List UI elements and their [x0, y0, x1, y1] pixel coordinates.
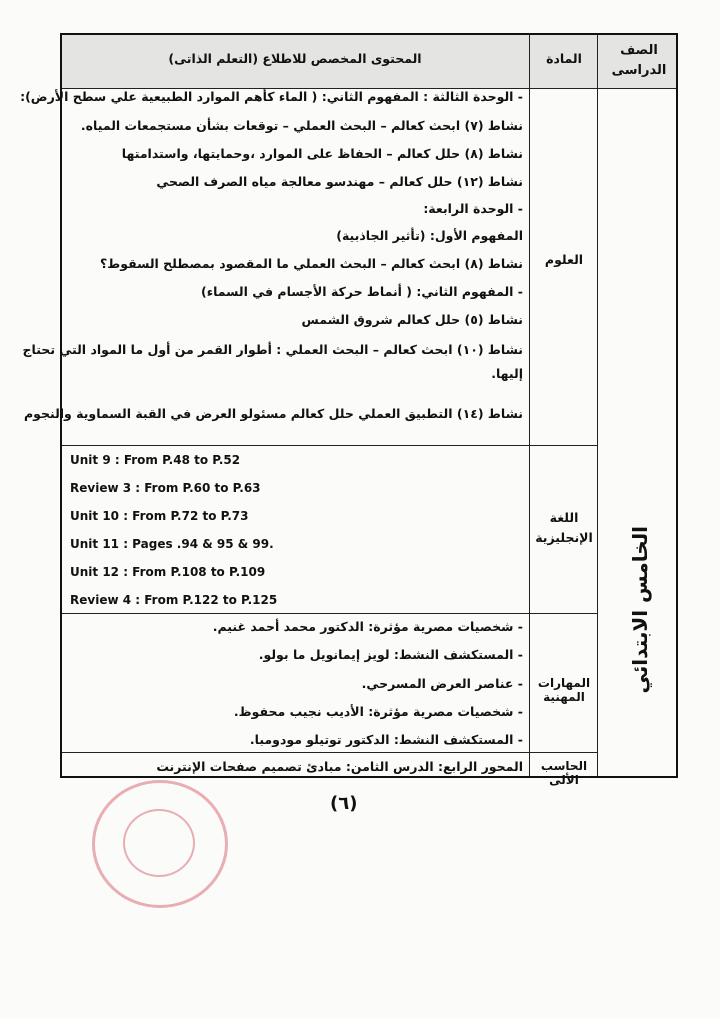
content-line: نشاط (١٠) ابحث كعالم – البحث العملي : أطوار القمر من أول ما المواد التي تحتاج — [22, 342, 523, 357]
curriculum-table — [20, 33, 678, 787]
row-divider — [62, 445, 598, 446]
content-line: - عناصر العرض المسرحي. — [361, 676, 523, 691]
content-line: المحور الرابع: الدرس الثامن: مبادئ تصميم صفحات الإنترنت — [156, 759, 523, 774]
content-line: نشاط (٧) ابحث كعالم – البحث العملي – توقعات بشأن مستجمعات المياه. — [80, 118, 523, 133]
grade-label: الخامس الابتدائي — [628, 526, 652, 694]
column-divider — [597, 35, 598, 776]
header-grade: الصف الدراسى — [611, 43, 667, 78]
content-line: Unit 11 : Pages .94 & 95 & 99. — [70, 537, 274, 551]
content-line: - شخصيات مصرية مؤثرة: الدكتور محمد أحمد غنيم. — [212, 619, 523, 634]
content-line: - الوحدة الثالثة : المفهوم الثاني: ( الماء كأهم الموارد الطبيعية علي سطح الأرض): — [20, 89, 523, 104]
content-line: Review 4 : From P.122 to P.125 — [70, 593, 278, 607]
row-divider — [62, 613, 598, 614]
official-stamp — [92, 780, 228, 908]
header-content: المحتوى المخصص للاطلاع (التعلم الذاتى) — [168, 51, 422, 66]
content-line: - المفهوم الثاني: ( أنماط حركة الأجسام في السماء) — [201, 284, 523, 299]
page-number: (٦) — [330, 793, 358, 814]
content-line: نشاط (١٢) حلل كعالم – مهندسو معالجة مياه الصرف الصحي — [156, 174, 523, 189]
content-line: - المستكشف النشط: لويز إيمانويل ما بولو. — [258, 647, 523, 662]
column-divider — [529, 35, 530, 776]
content-line: - المستكشف النشط: الدكتور توتيلو مودومبا. — [249, 732, 523, 747]
row-divider — [62, 752, 598, 753]
subject-english: اللغة الإنجليزية — [535, 510, 593, 545]
subject-science: العلوم — [544, 252, 584, 267]
content-line: Unit 10 : From P.72 to P.73 — [70, 509, 249, 523]
content-line: Review 3 : From P.60 to P.63 — [70, 481, 261, 495]
content-line: نشاط (١٤) التطبيق العملي حلل كعالم مسئولو العرض في القبة السماوية والنجوم — [23, 406, 523, 421]
content-line: نشاط (٥) حلل كعالم شروق الشمس — [301, 312, 523, 327]
header-subject: المادة — [546, 51, 582, 66]
content-line: - الوحدة الرابعة: — [423, 201, 523, 216]
subject-computer: الحاسب الألى — [540, 759, 588, 787]
subject-skills: المهارات المهنية — [537, 676, 591, 704]
content-line: Unit 12 : From P.108 to P.109 — [70, 565, 266, 579]
content-line: نشاط (٨) ابحث كعالم – البحث العملي ما المقصود بمصطلح السقوط؟ — [100, 256, 523, 271]
content-line: Unit 9 : From P.48 to P.52 — [70, 453, 241, 467]
content-line: إليها. — [491, 366, 523, 381]
content-line: المفهوم الأول: (تأثير الجاذبية) — [336, 228, 523, 243]
content-line: - شخصيات مصرية مؤثرة: الأديب نجيب محفوظ. — [233, 704, 523, 719]
content-line: نشاط (٨) حلل كعالم – الحفاظ على الموارد ،وحمايتها، واستدامتها — [121, 146, 523, 161]
